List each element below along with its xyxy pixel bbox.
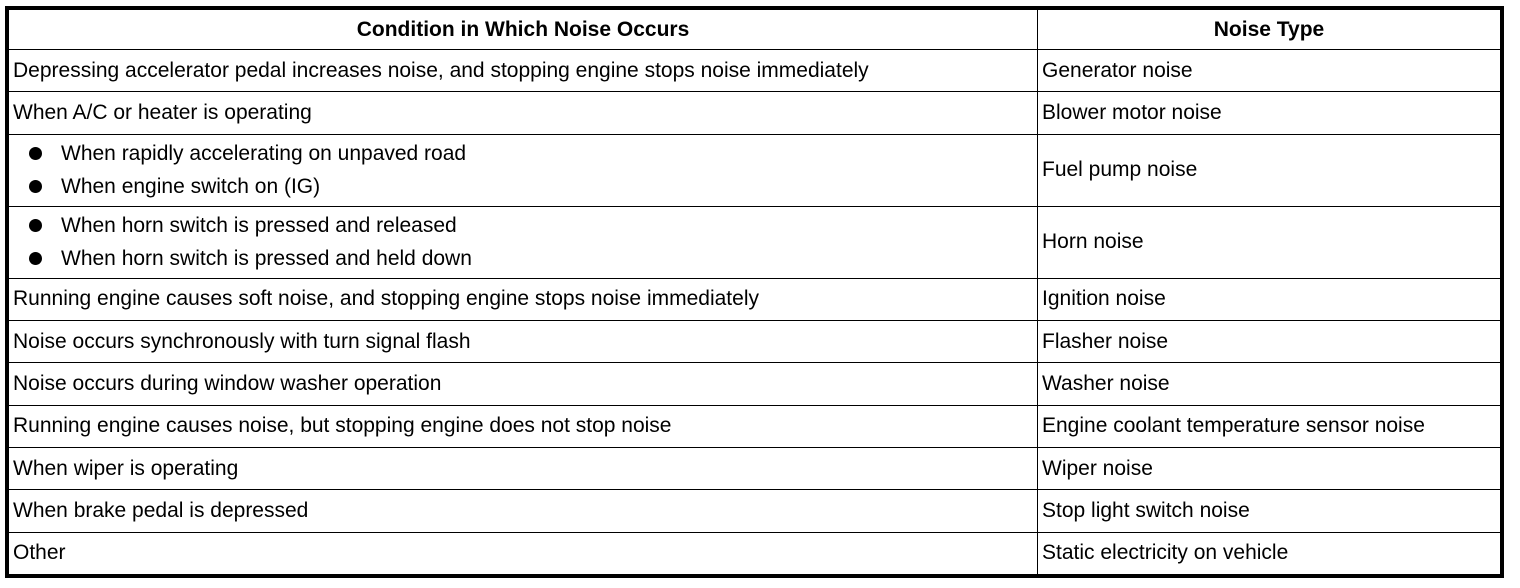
table-row [9,206,1501,278]
condition-cell: Noise occurs during window washer operation [9,363,1038,405]
condition-cell: Running engine causes noise, but stopping engine does not stop noise [9,405,1038,447]
table-row [9,134,1501,206]
header-noise-type: Noise Type [1038,10,1501,50]
condition-text: When horn switch is pressed and released [61,214,457,238]
condition-cell: Depressing accelerator pedal increases noise, and stopping engine stops noise immediately [9,50,1038,92]
condition-cell: Noise occurs synchronously with turn signal flash [9,320,1038,362]
condition-text: When engine switch on (IG) [61,175,321,199]
bullet-icon [29,219,42,232]
table-row [9,405,1501,447]
condition-bullet-list [13,137,1037,203]
list-item [13,137,1037,170]
table-row [9,532,1501,574]
list-item [13,242,1037,275]
condition-cell [9,134,1038,206]
noise-type-cell: Engine coolant temperature sensor noise [1038,405,1501,447]
table-row [9,320,1501,362]
bullet-icon [29,252,42,265]
condition-cell: Running engine causes soft noise, and stopping engine stops noise immediately [9,278,1038,320]
noise-type-cell: Wiper noise [1038,447,1501,489]
condition-cell: Other [9,532,1038,574]
condition-cell: When wiper is operating [9,447,1038,489]
condition-cell [9,206,1038,278]
condition-bullet-list [13,209,1037,275]
noise-type-cell: Stop light switch noise [1038,490,1501,532]
bullet-icon [29,147,42,160]
table-row [9,92,1501,134]
table-row [9,363,1501,405]
table-row [9,278,1501,320]
table-row [9,490,1501,532]
table-row [9,50,1501,92]
list-item [13,170,1037,203]
condition-cell: When brake pedal is depressed [9,490,1038,532]
noise-type-cell: Washer noise [1038,363,1501,405]
table-row [9,447,1501,489]
noise-table [8,9,1501,575]
noise-type-cell: Ignition noise [1038,278,1501,320]
noise-type-cell: Flasher noise [1038,320,1501,362]
noise-table-container [5,6,1504,578]
noise-type-cell: Fuel pump noise [1038,134,1501,206]
condition-cell: When A/C or heater is operating [9,92,1038,134]
list-item [13,209,1037,242]
condition-text: When horn switch is pressed and held down [61,247,472,271]
header-condition: Condition in Which Noise Occurs [9,10,1038,50]
bullet-icon [29,180,42,193]
noise-type-cell: Static electricity on vehicle [1038,532,1501,574]
noise-type-cell: Generator noise [1038,50,1501,92]
condition-text: When rapidly accelerating on unpaved road [61,142,467,166]
noise-type-cell: Blower motor noise [1038,92,1501,134]
table-header-row [9,10,1501,50]
noise-type-cell: Horn noise [1038,206,1501,278]
